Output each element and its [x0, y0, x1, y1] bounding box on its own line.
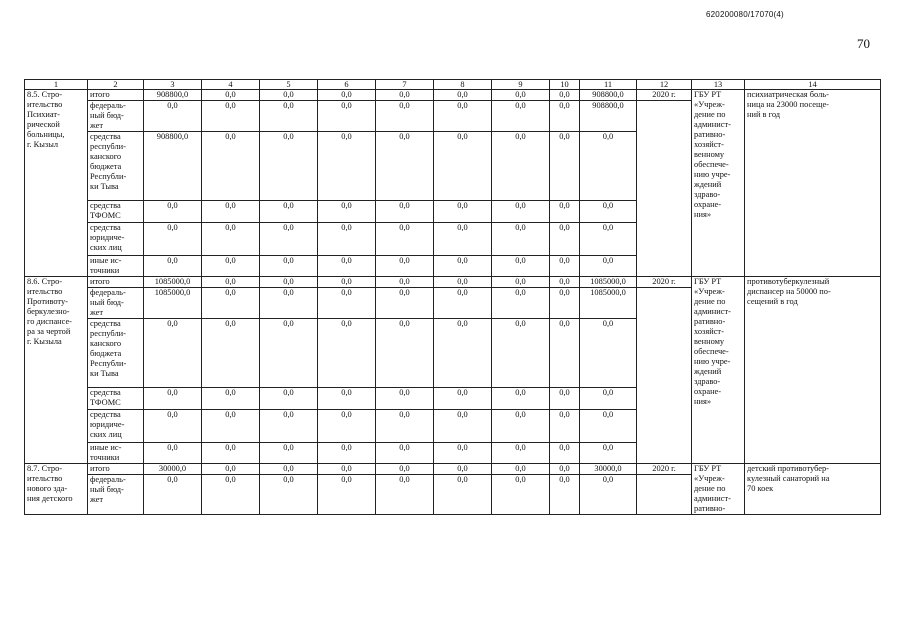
year-cell: 2020 г. [637, 464, 692, 475]
amount-cell: 0,0 [434, 201, 492, 223]
amount-cell: 0,0 [434, 101, 492, 132]
amount-cell: 0,0 [580, 443, 637, 464]
amount-cell: 0,0 [376, 388, 434, 410]
amount-cell: 0,0 [580, 256, 637, 277]
amount-cell: 0,0 [260, 256, 318, 277]
funding-source-cell: средства юридиче- ских лиц [88, 223, 144, 256]
amount-cell: 0,0 [318, 277, 376, 288]
amount-cell: 0,0 [144, 319, 202, 388]
amount-cell: 0,0 [260, 464, 318, 475]
document-id: 620200080/17070(4) [706, 10, 784, 19]
amount-cell: 0,0 [202, 256, 260, 277]
amount-cell: 0,0 [318, 464, 376, 475]
amount-cell: 0,0 [318, 101, 376, 132]
amount-cell: 0,0 [202, 288, 260, 319]
amount-cell: 0,0 [202, 319, 260, 388]
amount-cell: 0,0 [492, 443, 550, 464]
amount-cell: 0,0 [376, 410, 434, 443]
amount-cell: 0,0 [202, 388, 260, 410]
object-name-cell: 8.6. Стро- ительство Противоту- беркулезно- го диспансе- ра за чертой г. Кызыла [25, 277, 88, 464]
amount-cell: 0,0 [492, 288, 550, 319]
program-table [24, 79, 881, 515]
amount-cell: 0,0 [492, 201, 550, 223]
funding-source-cell: средства ТФОМС [88, 388, 144, 410]
year-cell: 2020 г. [637, 277, 692, 288]
amount-cell: 0,0 [318, 319, 376, 388]
amount-cell: 0,0 [580, 201, 637, 223]
result-cell: детский противотубер- кулезный санаторий на 70 коек [745, 464, 881, 515]
amount-cell: 0,0 [202, 443, 260, 464]
amount-cell: 0,0 [550, 410, 580, 443]
column-number: 9 [492, 80, 550, 90]
amount-cell: 908800,0 [580, 101, 637, 132]
amount-cell: 0,0 [550, 101, 580, 132]
amount-cell: 0,0 [492, 388, 550, 410]
year-empty-cell [637, 475, 692, 515]
amount-cell: 0,0 [318, 410, 376, 443]
amount-cell: 0,0 [580, 132, 637, 201]
amount-cell: 0,0 [492, 223, 550, 256]
amount-cell: 0,0 [260, 388, 318, 410]
amount-cell: 0,0 [376, 101, 434, 132]
amount-cell: 1085000,0 [580, 288, 637, 319]
amount-cell: 0,0 [260, 132, 318, 201]
column-number: 4 [202, 80, 260, 90]
amount-cell: 0,0 [318, 443, 376, 464]
amount-cell: 0,0 [202, 475, 260, 515]
amount-cell: 0,0 [580, 475, 637, 515]
funding-source-cell: средства республи- канского бюджета Республи- ки Тыва [88, 132, 144, 201]
amount-cell: 0,0 [202, 464, 260, 475]
amount-cell: 0,0 [550, 201, 580, 223]
amount-cell: 0,0 [202, 132, 260, 201]
amount-cell: 0,0 [144, 201, 202, 223]
amount-cell: 0,0 [550, 443, 580, 464]
result-cell: психиатрическая боль- ница на 23000 посеще- ний в год [745, 90, 881, 277]
object-name-cell: 8.5. Стро- ительство Психиат- рической больницы, г. Кызыл [25, 90, 88, 277]
column-number: 12 [637, 80, 692, 90]
column-number: 7 [376, 80, 434, 90]
year-empty-cell [637, 288, 692, 464]
amount-cell: 0,0 [376, 288, 434, 319]
amount-cell: 0,0 [318, 388, 376, 410]
amount-cell: 0,0 [202, 410, 260, 443]
amount-cell: 0,0 [550, 223, 580, 256]
amount-cell: 0,0 [434, 256, 492, 277]
amount-cell: 0,0 [580, 388, 637, 410]
amount-cell: 0,0 [376, 277, 434, 288]
amount-cell: 0,0 [318, 90, 376, 101]
amount-cell: 0,0 [260, 288, 318, 319]
amount-cell: 0,0 [550, 277, 580, 288]
amount-cell: 908800,0 [580, 90, 637, 101]
executor-cell: ГБУ РТ «Учреж- дение по админист- ративно- хозяйст- венному обеспече- нию учре- ждений здраво- охране- ния» [692, 90, 745, 277]
amount-cell: 0,0 [492, 475, 550, 515]
funding-source-cell: федераль- ный бюд- жет [88, 475, 144, 515]
amount-cell: 0,0 [318, 256, 376, 277]
amount-cell: 1085000,0 [144, 288, 202, 319]
column-number: 6 [318, 80, 376, 90]
column-number: 8 [434, 80, 492, 90]
amount-cell: 0,0 [202, 101, 260, 132]
amount-cell: 0,0 [550, 256, 580, 277]
amount-cell: 0,0 [492, 90, 550, 101]
amount-cell: 0,0 [376, 132, 434, 201]
amount-cell: 0,0 [260, 101, 318, 132]
amount-cell: 0,0 [144, 443, 202, 464]
amount-cell: 0,0 [202, 201, 260, 223]
funding-source-cell: средства республи- канского бюджета Республи- ки Тыва [88, 319, 144, 388]
amount-cell: 0,0 [434, 277, 492, 288]
amount-cell: 0,0 [434, 388, 492, 410]
amount-cell: 0,0 [376, 319, 434, 388]
amount-cell: 0,0 [550, 464, 580, 475]
amount-cell: 0,0 [318, 475, 376, 515]
amount-cell: 0,0 [550, 132, 580, 201]
amount-cell: 0,0 [434, 288, 492, 319]
year-empty-cell [637, 101, 692, 277]
amount-cell: 0,0 [260, 223, 318, 256]
funding-source-cell: иные ис- точники [88, 443, 144, 464]
amount-cell: 0,0 [376, 443, 434, 464]
amount-cell: 0,0 [144, 223, 202, 256]
year-cell: 2020 г. [637, 90, 692, 101]
amount-cell: 0,0 [580, 410, 637, 443]
amount-cell: 0,0 [434, 475, 492, 515]
funding-source-cell: средства ТФОМС [88, 201, 144, 223]
page-number: 70 [857, 36, 870, 51]
amount-cell: 0,0 [318, 223, 376, 256]
amount-cell: 0,0 [144, 475, 202, 515]
amount-cell: 908800,0 [144, 90, 202, 101]
amount-cell: 0,0 [550, 388, 580, 410]
amount-cell: 0,0 [260, 475, 318, 515]
object-name-cell: 8.7. Стро- ительство нового зда- ния детского [25, 464, 88, 515]
amount-cell: 0,0 [492, 410, 550, 443]
amount-cell: 0,0 [376, 464, 434, 475]
table-row [25, 464, 881, 475]
executor-cell: ГБУ РТ «Учреж- дение по админист- ративно- хозяйст- венному обеспече- нию учре- ждений здраво- охране- ния» [692, 277, 745, 464]
amount-cell: 0,0 [318, 288, 376, 319]
amount-cell: 0,0 [202, 90, 260, 101]
amount-cell: 0,0 [260, 319, 318, 388]
amount-cell: 0,0 [550, 475, 580, 515]
amount-cell: 0,0 [376, 90, 434, 101]
column-number: 2 [88, 80, 144, 90]
table-row [25, 277, 881, 288]
amount-cell: 0,0 [434, 319, 492, 388]
amount-cell: 0,0 [144, 388, 202, 410]
funding-source-cell: федераль- ный бюд- жет [88, 101, 144, 132]
amount-cell: 0,0 [550, 288, 580, 319]
amount-cell: 30000,0 [580, 464, 637, 475]
funding-source-cell: итого [88, 90, 144, 101]
amount-cell: 0,0 [318, 201, 376, 223]
column-number: 5 [260, 80, 318, 90]
amount-cell: 0,0 [260, 443, 318, 464]
funding-source-cell: федераль- ный бюд- жет [88, 288, 144, 319]
funding-source-cell: итого [88, 277, 144, 288]
amount-cell: 0,0 [580, 223, 637, 256]
amount-cell: 0,0 [376, 475, 434, 515]
column-number: 10 [550, 80, 580, 90]
amount-cell: 0,0 [434, 410, 492, 443]
amount-cell: 1085000,0 [580, 277, 637, 288]
amount-cell: 0,0 [492, 319, 550, 388]
amount-cell: 0,0 [260, 201, 318, 223]
amount-cell: 0,0 [434, 223, 492, 256]
amount-cell: 0,0 [434, 132, 492, 201]
column-number: 13 [692, 80, 745, 90]
amount-cell: 0,0 [492, 464, 550, 475]
funding-source-cell: средства юридиче- ских лиц [88, 410, 144, 443]
amount-cell: 0,0 [318, 132, 376, 201]
amount-cell: 0,0 [144, 101, 202, 132]
amount-cell: 0,0 [434, 443, 492, 464]
table-row [25, 90, 881, 101]
amount-cell: 0,0 [144, 410, 202, 443]
executor-cell: ГБУ РТ «Учреж- дение по админист- ративно- [692, 464, 745, 515]
amount-cell: 0,0 [144, 256, 202, 277]
column-number: 3 [144, 80, 202, 90]
column-number-row [25, 80, 881, 90]
amount-cell: 0,0 [260, 277, 318, 288]
amount-cell: 0,0 [376, 223, 434, 256]
funding-source-cell: иные ис- точники [88, 256, 144, 277]
column-number: 11 [580, 80, 637, 90]
amount-cell: 0,0 [376, 256, 434, 277]
column-number: 1 [25, 80, 88, 90]
amount-cell: 0,0 [434, 90, 492, 101]
amount-cell: 1085000,0 [144, 277, 202, 288]
amount-cell: 0,0 [492, 256, 550, 277]
amount-cell: 0,0 [260, 410, 318, 443]
amount-cell: 0,0 [434, 464, 492, 475]
amount-cell: 0,0 [550, 319, 580, 388]
amount-cell: 30000,0 [144, 464, 202, 475]
amount-cell: 0,0 [492, 277, 550, 288]
result-cell: противотуберкулезный диспансер на 50000 по- сещений в год [745, 277, 881, 464]
funding-source-cell: итого [88, 464, 144, 475]
amount-cell: 908800,0 [144, 132, 202, 201]
amount-cell: 0,0 [492, 101, 550, 132]
amount-cell: 0,0 [202, 223, 260, 256]
amount-cell: 0,0 [580, 319, 637, 388]
column-number: 14 [745, 80, 881, 90]
amount-cell: 0,0 [202, 277, 260, 288]
amount-cell: 0,0 [550, 90, 580, 101]
amount-cell: 0,0 [376, 201, 434, 223]
amount-cell: 0,0 [492, 132, 550, 201]
amount-cell: 0,0 [260, 90, 318, 101]
